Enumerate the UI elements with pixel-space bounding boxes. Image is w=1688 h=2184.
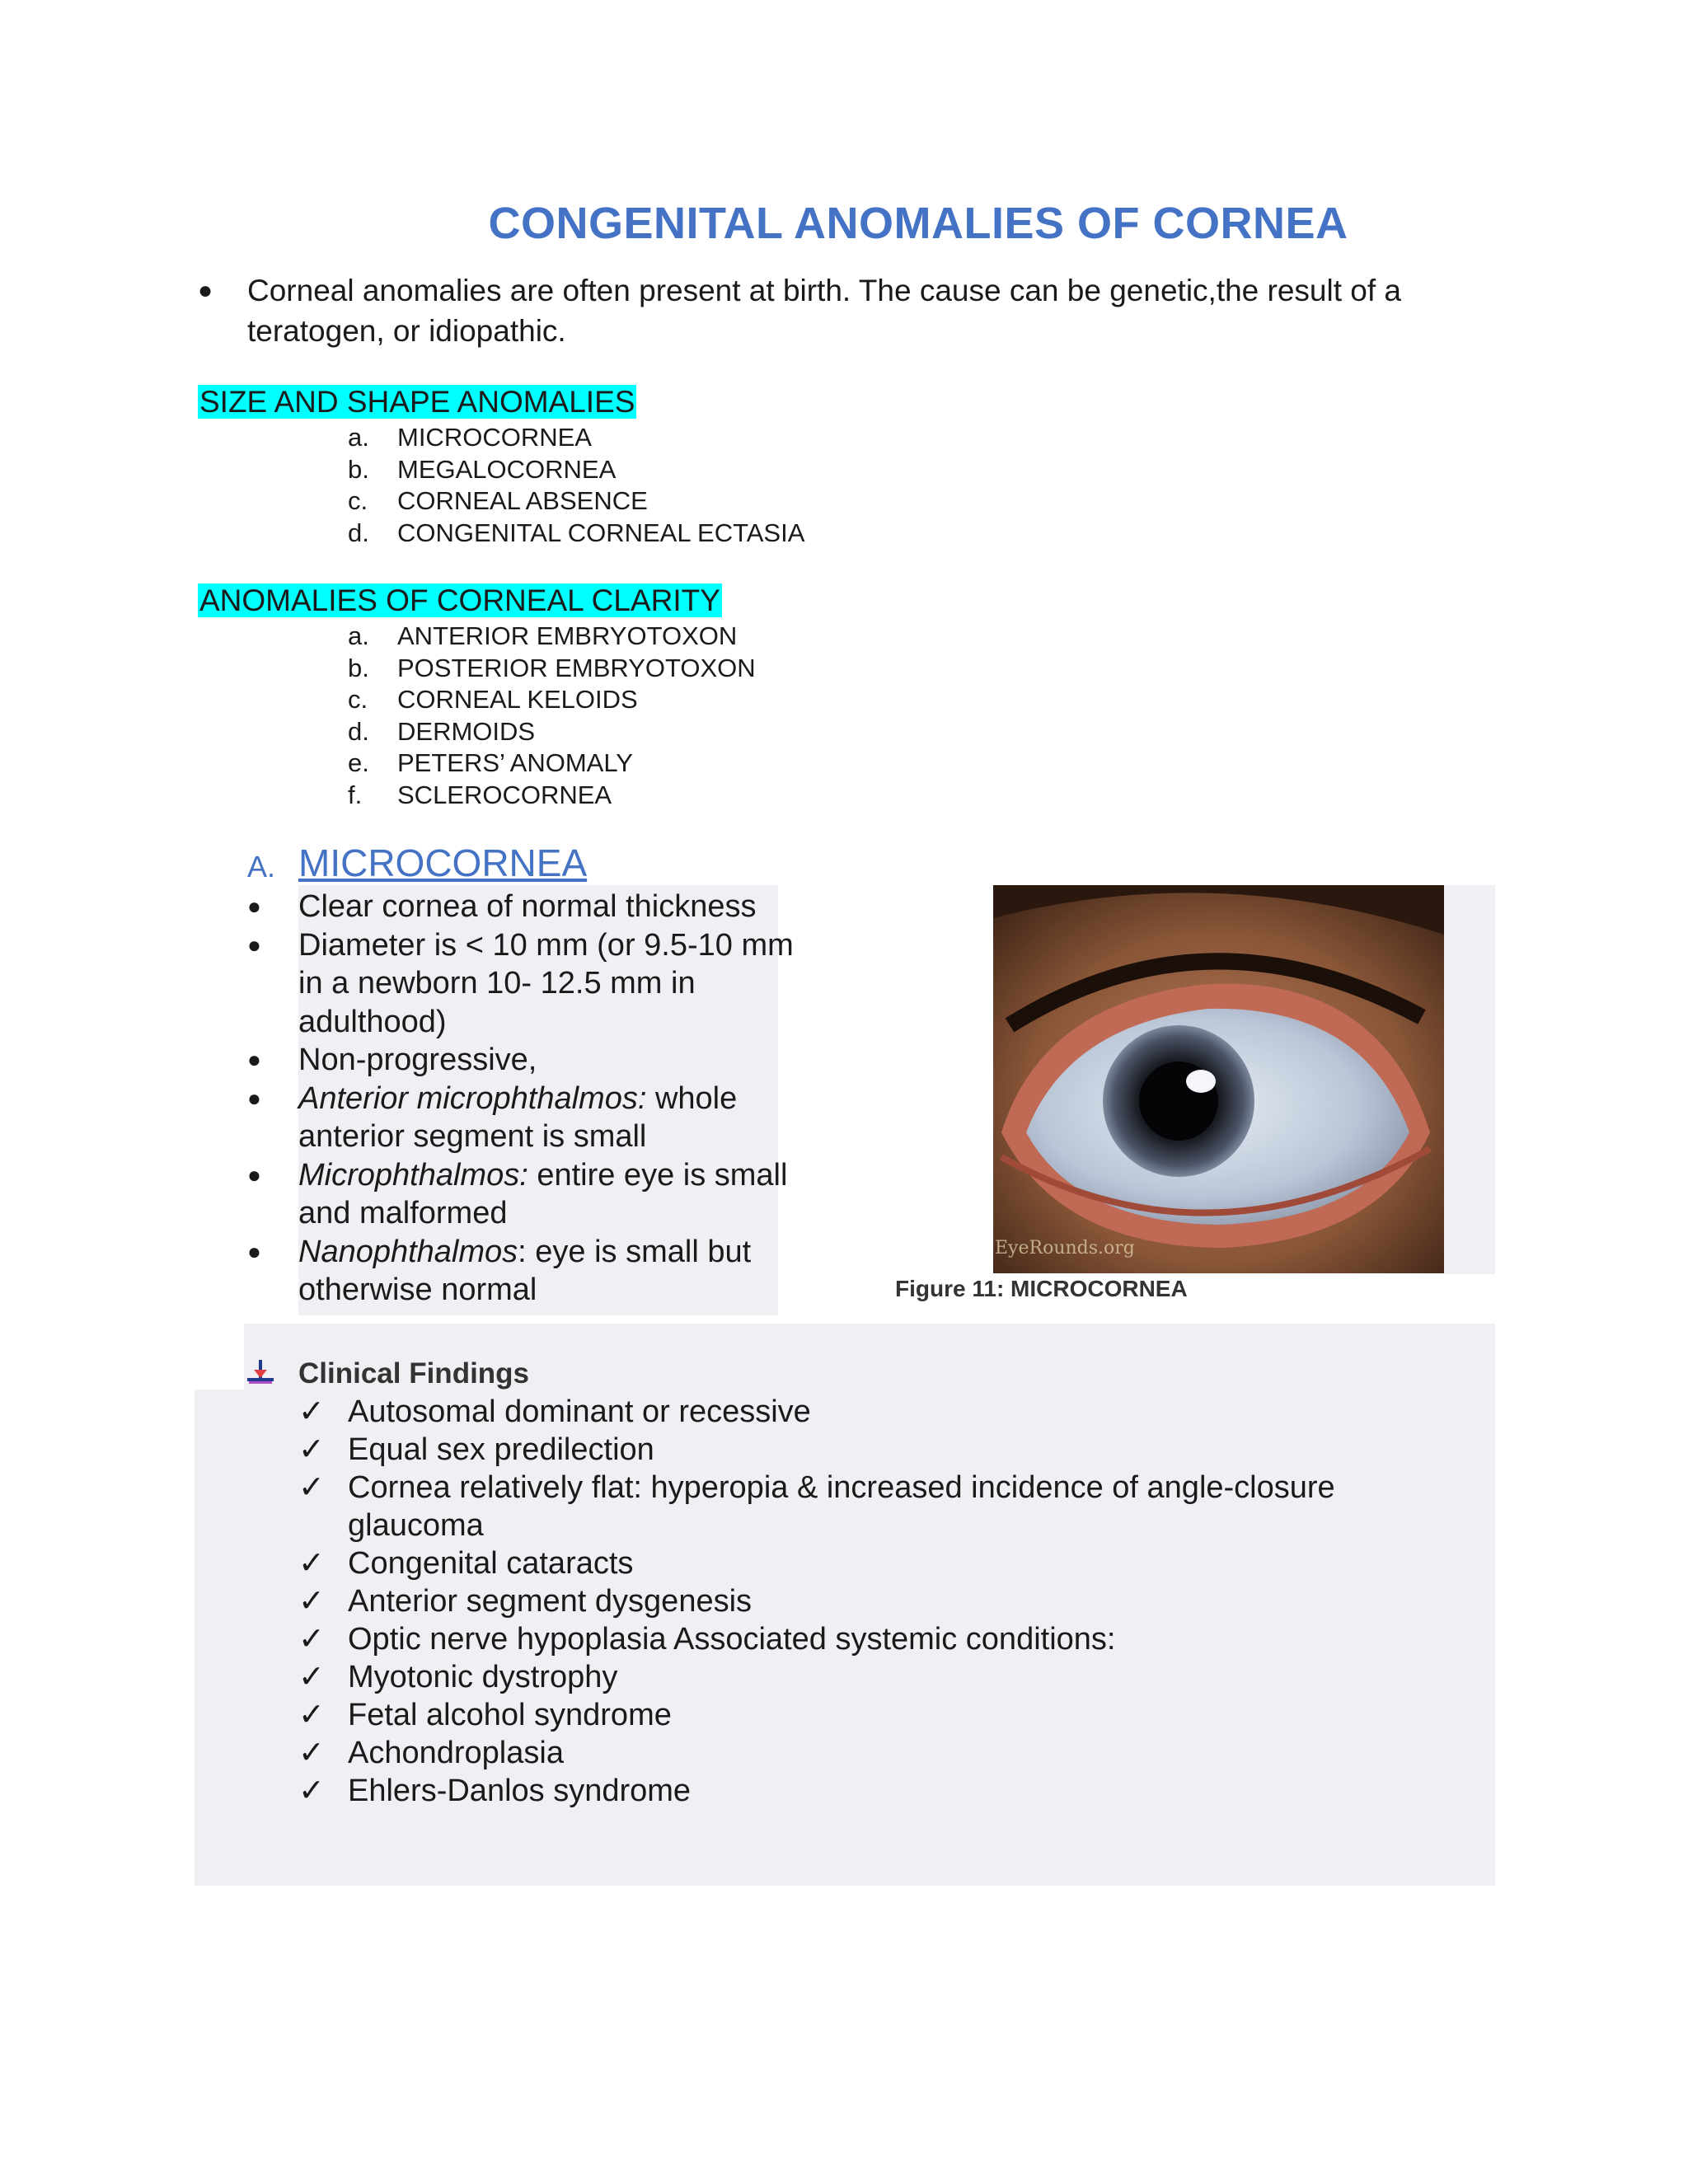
size-shape-list xyxy=(348,422,805,549)
list-item: b. POSTERIOR EMBRYOTOXON xyxy=(348,653,756,682)
list-item: ✓ Autosomal dominant or recessive xyxy=(298,1394,811,1429)
check-icon: ✓ xyxy=(298,1698,325,1732)
list-item: ✓ Achondroplasia xyxy=(298,1736,564,1770)
microcornea-features xyxy=(247,888,801,1310)
bullet-icon: ● xyxy=(198,277,213,304)
list-item: c. CORNEAL ABSENCE xyxy=(348,486,648,515)
list-item: ✓ Fetal alcohol syndrome xyxy=(298,1698,672,1732)
list-item: ● Clear cornea of normal thickness xyxy=(298,888,801,926)
clarity-heading: ANOMALIES OF CORNEAL CLARITY xyxy=(199,583,720,617)
list-item: ✓ Optic nerve hypoplasia Associated systemic conditions: xyxy=(298,1622,1116,1657)
size-shape-heading: SIZE AND SHAPE ANOMALIES xyxy=(199,385,635,419)
list-item: ● Diameter is < 10 mm (or 9.5-10 mm in a newborn 10- 12.5 mm in adulthood) xyxy=(247,927,794,1039)
list-item: c. CORNEAL KELOIDS xyxy=(348,685,638,714)
list-item: ● Nanophthalmos: eye is small but otherwise normal xyxy=(247,1234,752,1307)
check-icon: ✓ xyxy=(298,1660,325,1694)
bullet-icon: ● xyxy=(247,931,261,958)
bullet-icon: ● xyxy=(247,1047,261,1072)
bullet-icon: ● xyxy=(247,1238,261,1264)
check-icon: ✓ xyxy=(298,1394,325,1429)
section-letter: A. xyxy=(247,850,276,883)
clinical-list xyxy=(298,1393,1469,1810)
check-icon: ✓ xyxy=(298,1584,325,1619)
list-item: b. MEGALOCORNEA xyxy=(348,454,617,484)
list-item: ● Anterior microphthalmos: whole anterior segment is small xyxy=(247,1080,738,1154)
list-item: ✓ Myotonic dystrophy xyxy=(298,1660,618,1694)
list-item: ✓ Equal sex predilection xyxy=(298,1432,654,1467)
bullet-icon: ● xyxy=(247,1161,261,1188)
page-title: CONGENITAL ANOMALIES OF CORNEA xyxy=(488,199,1348,248)
intro-paragraph xyxy=(198,270,1500,351)
arrow-bullet-icon xyxy=(246,1360,275,1390)
list-item: ✓ Ehlers-Danlos syndrome xyxy=(298,1774,692,1808)
list-item: d. CONGENITAL CORNEAL ECTASIA xyxy=(348,518,805,547)
list-item: d. DERMOIDS xyxy=(348,716,536,746)
check-icon: ✓ xyxy=(298,1432,325,1467)
list-item: e. PETERS’ ANOMALY xyxy=(348,748,633,777)
list-item: ✓ Cornea relatively flat: hyperopia & increased incidence of angle-closure glaucoma xyxy=(298,1470,1335,1543)
clinical-heading: Clinical Findings xyxy=(298,1357,530,1390)
figure-caption: Figure 11: MICROCORNEA xyxy=(895,1276,1188,1301)
check-icon: ✓ xyxy=(298,1546,325,1581)
list-item: a. ANTERIOR EMBRYOTOXON xyxy=(348,621,738,650)
list-item: f. SCLEROCORNEA xyxy=(348,780,612,809)
check-icon: ✓ xyxy=(298,1470,325,1505)
list-item: ● Non-progressive, xyxy=(298,1041,801,1080)
section-heading: MICROCORNEA xyxy=(298,841,588,884)
list-item: ✓ Congenital cataracts xyxy=(298,1546,634,1581)
microcornea-photo xyxy=(993,885,1444,1273)
bullet-icon: ● xyxy=(247,1085,261,1111)
check-icon: ✓ xyxy=(298,1736,325,1770)
figure-band xyxy=(1444,885,1495,1274)
bullet-icon: ● xyxy=(247,893,261,919)
list-item: ✓ Anterior segment dysgenesis xyxy=(298,1584,753,1619)
clarity-list xyxy=(348,621,756,811)
photo-watermark: EyeRounds.org xyxy=(995,1238,1135,1258)
check-icon: ✓ xyxy=(298,1774,325,1808)
list-item: a. MICROCORNEA xyxy=(348,423,592,452)
list-item: ● Microphthalmos: entire eye is small and malformed xyxy=(247,1157,788,1230)
intro-text: Corneal anomalies are often present at birth. The cause can be genetic,the result of a teratogen, or idiopathic. xyxy=(247,274,1402,348)
check-icon: ✓ xyxy=(298,1622,325,1657)
